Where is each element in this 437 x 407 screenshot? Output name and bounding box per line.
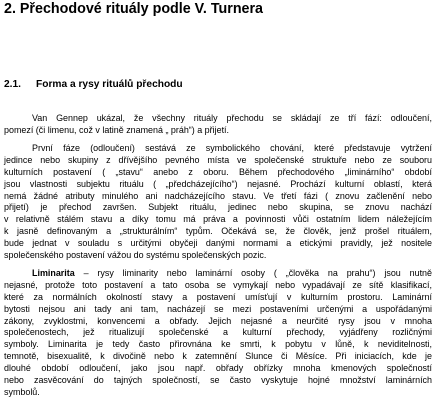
paragraph-line: nebo zasvěcování do tajných společností, se často vyskytuje hojné množství laminárních — [4, 375, 432, 386]
paragraph-line: jsou vlastnosti subjektu rituálu ( „předcházejícího“) nejasné. Prochází kulturní oblastí, která — [4, 178, 432, 189]
paragraph-line: První fáze (odloučení) sestává ze symbolického chování, které představuje vytržení — [32, 143, 432, 153]
paragraph-line: bytosti nejsou ani tady ani tam, nacházejí se mezi postaveními určenými a uspořádanými — [4, 303, 432, 314]
paragraph-line: symbolů. — [4, 386, 40, 397]
paragraph-line: k jasně definovaným a „strukturálním“ typům. Očekává se, že člověk, jenž prošel rituálem, — [4, 226, 432, 237]
liminarita-term: Liminarita — [32, 268, 75, 278]
paragraph-2 — [4, 143, 432, 262]
section-number: 2.1. — [4, 79, 21, 90]
paragraph-line: společenostech, jež ritualizují společenské a kulturní přechody, vyjádřeny rozličnými — [4, 327, 432, 338]
paragraph-line: temnotě, bisexualitě, k divočině nebo k zatemnění Slunce či Měsíce. Při iniciacích, kde je — [4, 351, 432, 362]
paragraph-line: přijetí) je přechod završen. Subjekt rituálu, jedinec nebo skupina, se znovu nachází — [4, 202, 432, 213]
paragraph-line: jedince nebo skupiny z dřívějšího pevného místa ve společenské struktuře nebo ze souboru — [4, 154, 432, 165]
paragraph-line: zákony, zvyklostmi, konvencemi a obřady. Jejich nejasné a neurčité rysy jsou v mnoha — [4, 315, 432, 326]
paragraph-line-text: – rysy liminarity nebo laminární osoby ( „člověka na prahu“) jsou nutně — [74, 268, 432, 278]
section-title: Forma a rysy rituálů přechodu — [36, 79, 183, 90]
paragraph-3 — [4, 268, 432, 399]
paragraph-line: společenského postavení vážou do systému společenských pozic. — [4, 250, 267, 261]
paragraph-line: které za normálních okolností stavy a postavení umísťují v kulturním prostoru. Laminární — [4, 291, 432, 302]
paragraph-1 — [4, 113, 432, 137]
paragraph-line: Van Gennep ukázal, že všechny rituály přechodu se skládají ze tří fází: odloučení, — [32, 113, 432, 123]
paragraph-line: kulturních postavení ( „stavu“ anebo z oboru. Během přechodového „liminárního“ období — [4, 166, 432, 177]
paragraph-line: nejasné, protože toto postavení a tato osoba se vymykají nebo vypadávají ze sítě klasifikací, — [4, 279, 432, 290]
section-heading — [4, 79, 183, 91]
paragraph-line: nemá žádné atributy minulého ani nadcházejícího stavu. Ve třetí fázi ( znovu začlenění nebo — [4, 190, 432, 201]
paragraph-line: bude jednat v souladu s určitými obyčeji danými normami a etickými pravidly, jež nositele — [4, 238, 432, 249]
chapter-title: 2. Přechodové rituály podle V. Turnera — [4, 1, 264, 17]
paragraph-line: pomezí (či limenu, což v latině znamená „ práh“) a přijetí. — [4, 124, 230, 135]
paragraph-line — [4, 268, 432, 280]
paragraph-line: symboly. Liminarita je tedy často přirovnána ke smrti, k pobytu v lůně, k neviditelnosti, — [4, 339, 432, 350]
paragraph-line: dlouhé období odloučení, jako jsou např. obřady obřízky mnoha kmenových společností — [4, 363, 432, 374]
paragraph-line: v relativně stálém stavu a díky tomu má práva a povinnosti vůči ostatním lidem náležejícím — [4, 214, 432, 225]
